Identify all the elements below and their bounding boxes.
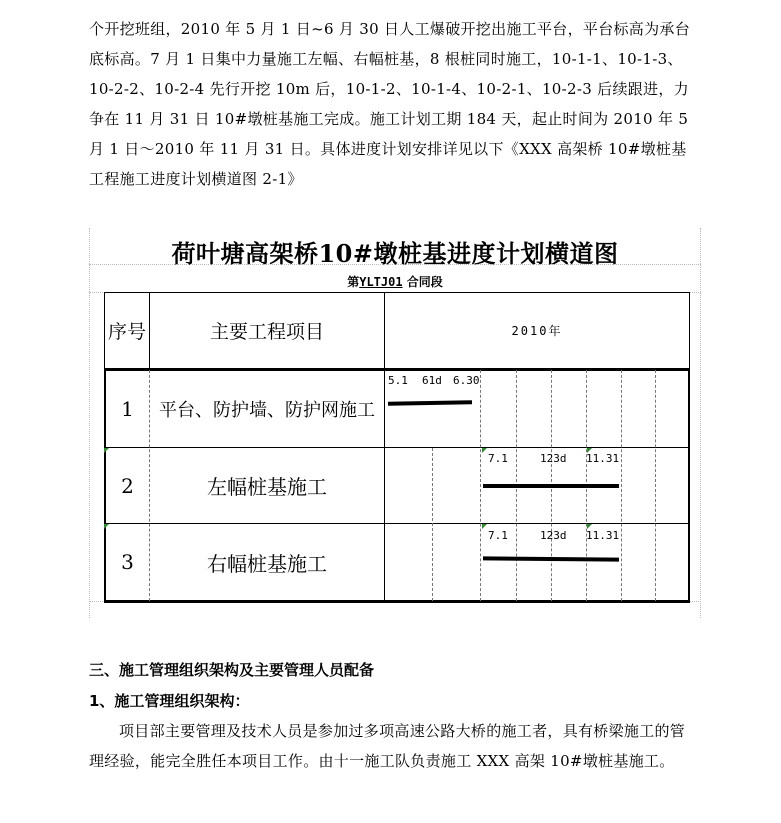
bar-duration-label: 123d (540, 529, 567, 542)
gantt-bar (483, 484, 619, 488)
header-item: 主要工程项目 (209, 321, 324, 343)
row-item: 平台、防护墙、防护网施工 (159, 400, 375, 421)
month-column-line (432, 448, 433, 601)
table-border (689, 292, 690, 369)
cell-comment-marker (104, 448, 109, 453)
cell-comment-marker (482, 448, 487, 453)
chart-title: 荷叶塘高架桥10#墩桩基进度计划横道图 (171, 239, 619, 268)
bar-end-label: 11.31 (586, 529, 620, 542)
grid-line (89, 228, 90, 618)
table-border (688, 368, 690, 603)
month-column-line (621, 370, 622, 601)
row-item: 左幅桩基施工 (207, 475, 327, 499)
bar-end-label: 6.30 (453, 374, 480, 387)
month-column-line (480, 370, 481, 601)
sub-heading: 1、施工管理组织架构： (89, 692, 250, 710)
subtitle-prefix: 第 (347, 275, 360, 289)
grid-line (89, 264, 701, 265)
row-no: 1 (121, 397, 134, 421)
gantt-chart (89, 228, 701, 618)
gantt-bar (483, 556, 619, 561)
table-border (104, 600, 690, 603)
gantt-bar (388, 400, 472, 405)
header-year: 2010年 (511, 324, 563, 338)
subtitle-suffix: 合同段 (402, 275, 443, 289)
contract-section-label (89, 273, 701, 290)
cell-comment-marker (482, 524, 487, 529)
table-border (384, 368, 385, 603)
row-item: 右幅桩基施工 (207, 551, 327, 576)
bar-end-label: 11.31 (586, 452, 620, 465)
bar-start-label: 5.1 (388, 374, 408, 387)
row-no: 3 (121, 550, 134, 574)
cell-comment-marker (104, 524, 109, 529)
grid-line (700, 228, 701, 618)
bar-start-label: 7.1 (488, 529, 508, 542)
row-no: 2 (121, 473, 134, 498)
intro-paragraph: 个开挖班组，2010 年 5 月 1 日~6 月 30 日人工爆破开挖出施工平台，平台标高为承台底标高。7 月 1 日集中力量施工左幅、右幅桩基，8 根桩同时施工，10-1-1、10-1-3、10-2-2、10-2-4 先行开挖 10m 后，10-1-2、10-1-4、10-2-1、10-2-3 后续跟进，力争在 11 月 31 日 10#墩桩基施工完成。施工计划工期 184 天，起止时间为 2010 年 5 月 1 日～2010 年 11 月 31 日。具体进度计划安排详见以下《XXX 高架桥 10#墩桩基工程施工进度计划横道图 2-1》 (89, 20, 691, 188)
bar-duration-label: 61d (422, 374, 442, 387)
body-paragraph: 项目部主要管理及技术人员是参加过多项高速公路大桥的施工者，具有桥梁施工的管理经验，能完全胜任本项目工作。由十一施工队负责施工 XXX 高架 10#墩桩基施工。 (89, 722, 686, 770)
header-no: 序号 (107, 321, 146, 343)
section-heading: 三、施工管理组织架构及主要管理人员配备 (89, 661, 375, 679)
bar-start-label: 7.1 (488, 452, 508, 465)
bar-duration-label: 123d (540, 452, 567, 465)
month-column-line (655, 370, 656, 601)
contract-code: YLTJ01 (359, 275, 403, 289)
